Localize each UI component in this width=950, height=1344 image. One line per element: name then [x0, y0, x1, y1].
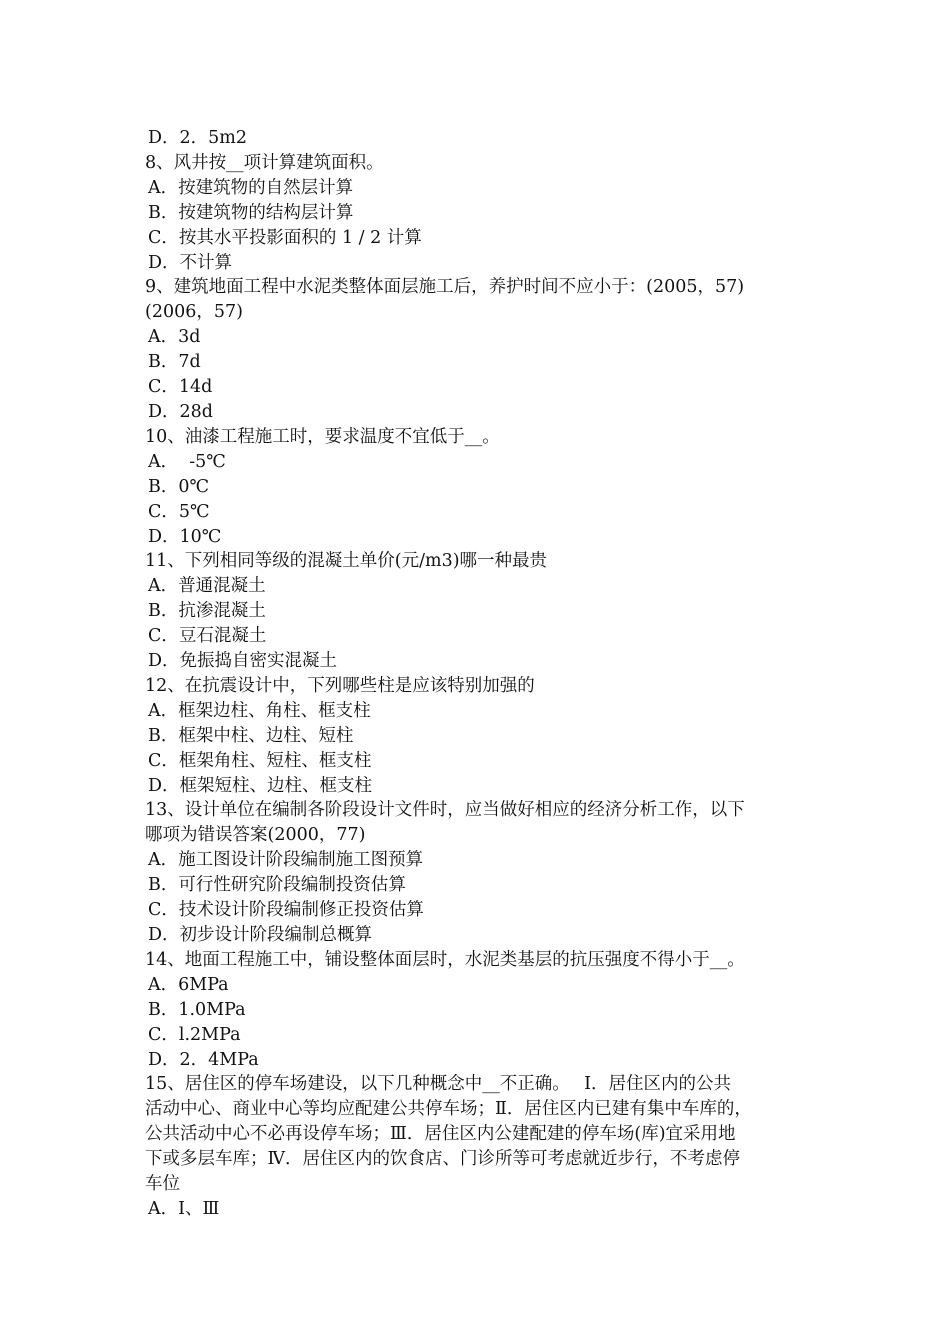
option-line: A．施工图设计阶段编制施工图预算 [148, 850, 424, 871]
option-line: A．框架边柱、角柱、框支柱 [148, 700, 371, 721]
question-line: 下或多层车库；Ⅳ．居住区内的饮食店、门诊所等可考虑就近步行，不考虑停 [145, 1149, 740, 1170]
option-line: C．技术设计阶段编制修正投资估算 [148, 900, 424, 921]
option-line: A．3d [148, 327, 201, 348]
option-line: A． -5℃ [148, 451, 226, 472]
option-line: B．按建筑物的结构层计算 [148, 202, 354, 223]
question-line: 15、居住区的停车场建设，以下几种概念中__不正确。 Ⅰ．居住区内的公共 [145, 1074, 731, 1095]
option-line: A．按建筑物的自然层计算 [148, 177, 354, 198]
option-line: B．抗渗混凝土 [148, 601, 266, 622]
question-line: 活动中心、商业中心等均应配建公共停车场；Ⅱ．居住区内已建有集中车库的， [145, 1099, 752, 1120]
option-line: D．免振捣自密实混凝土 [148, 651, 338, 672]
option-line: C．5℃ [148, 501, 210, 522]
option-line: C．框架角柱、短柱、框支柱 [148, 750, 372, 771]
question-line: 11、下列相同等级的混凝土单价(元/m3)哪一种最贵 [145, 551, 548, 572]
option-line: A．6MPa [148, 974, 229, 995]
option-line: D．2．4MPa [148, 1049, 259, 1070]
question-line: 12、在抗震设计中，下列哪些柱是应该特别加强的 [145, 675, 535, 696]
option-line: A．Ⅰ、Ⅲ [148, 1198, 220, 1219]
option-line: D．2．5m2 [148, 128, 248, 148]
question-text-body [145, 126, 809, 1222]
option-line: D．不计算 [148, 252, 233, 273]
option-line: C．按其水平投影面积的 1 / 2 计算 [148, 227, 422, 248]
question-line: 10、油漆工程施工时，要求温度不宜低于__。 [145, 426, 500, 447]
option-line: B．可行性研究阶段编制投资估算 [148, 875, 406, 896]
option-line: D．初步设计阶段编制总概算 [148, 925, 373, 945]
option-line: D．10℃ [148, 526, 222, 547]
option-line: B．0℃ [148, 476, 210, 497]
option-line: B．7d [148, 352, 201, 373]
option-line: D．框架短柱、边柱、框支柱 [148, 775, 373, 796]
question-line: 公共活动中心不必再设停车场；Ⅲ．居住区内公建配建的停车场(库)宜采用地 [145, 1124, 736, 1145]
option-line: D．28d [148, 401, 214, 422]
option-line: C．l.2MPa [148, 1024, 241, 1045]
option-line: B．1.0MPa [148, 999, 246, 1020]
question-line: (2006，57) [145, 302, 243, 323]
option-line: B．框架中柱、边柱、短柱 [148, 725, 354, 746]
question-line: 车位 [145, 1174, 180, 1195]
question-line: 14、地面工程施工中，铺设整体面层时，水泥类基层的抗压强度不得小于__。 [145, 949, 745, 970]
question-line: 哪项为错误答案(2000，77) [145, 825, 366, 846]
question-line: 8、风井按__项计算建筑面积。 [145, 152, 384, 173]
option-line: C．14d [148, 377, 213, 398]
question-line: 9、建筑地面工程中水泥类整体面层施工后，养护时间不应小于：(2005，57) [145, 277, 745, 298]
question-line: 13、设计单位在编制各阶段设计文件时，应当做好相应的经济分析工作，以下 [145, 800, 745, 821]
option-line: A．普通混凝土 [148, 576, 266, 597]
option-line: C．豆石混凝土 [148, 626, 267, 647]
